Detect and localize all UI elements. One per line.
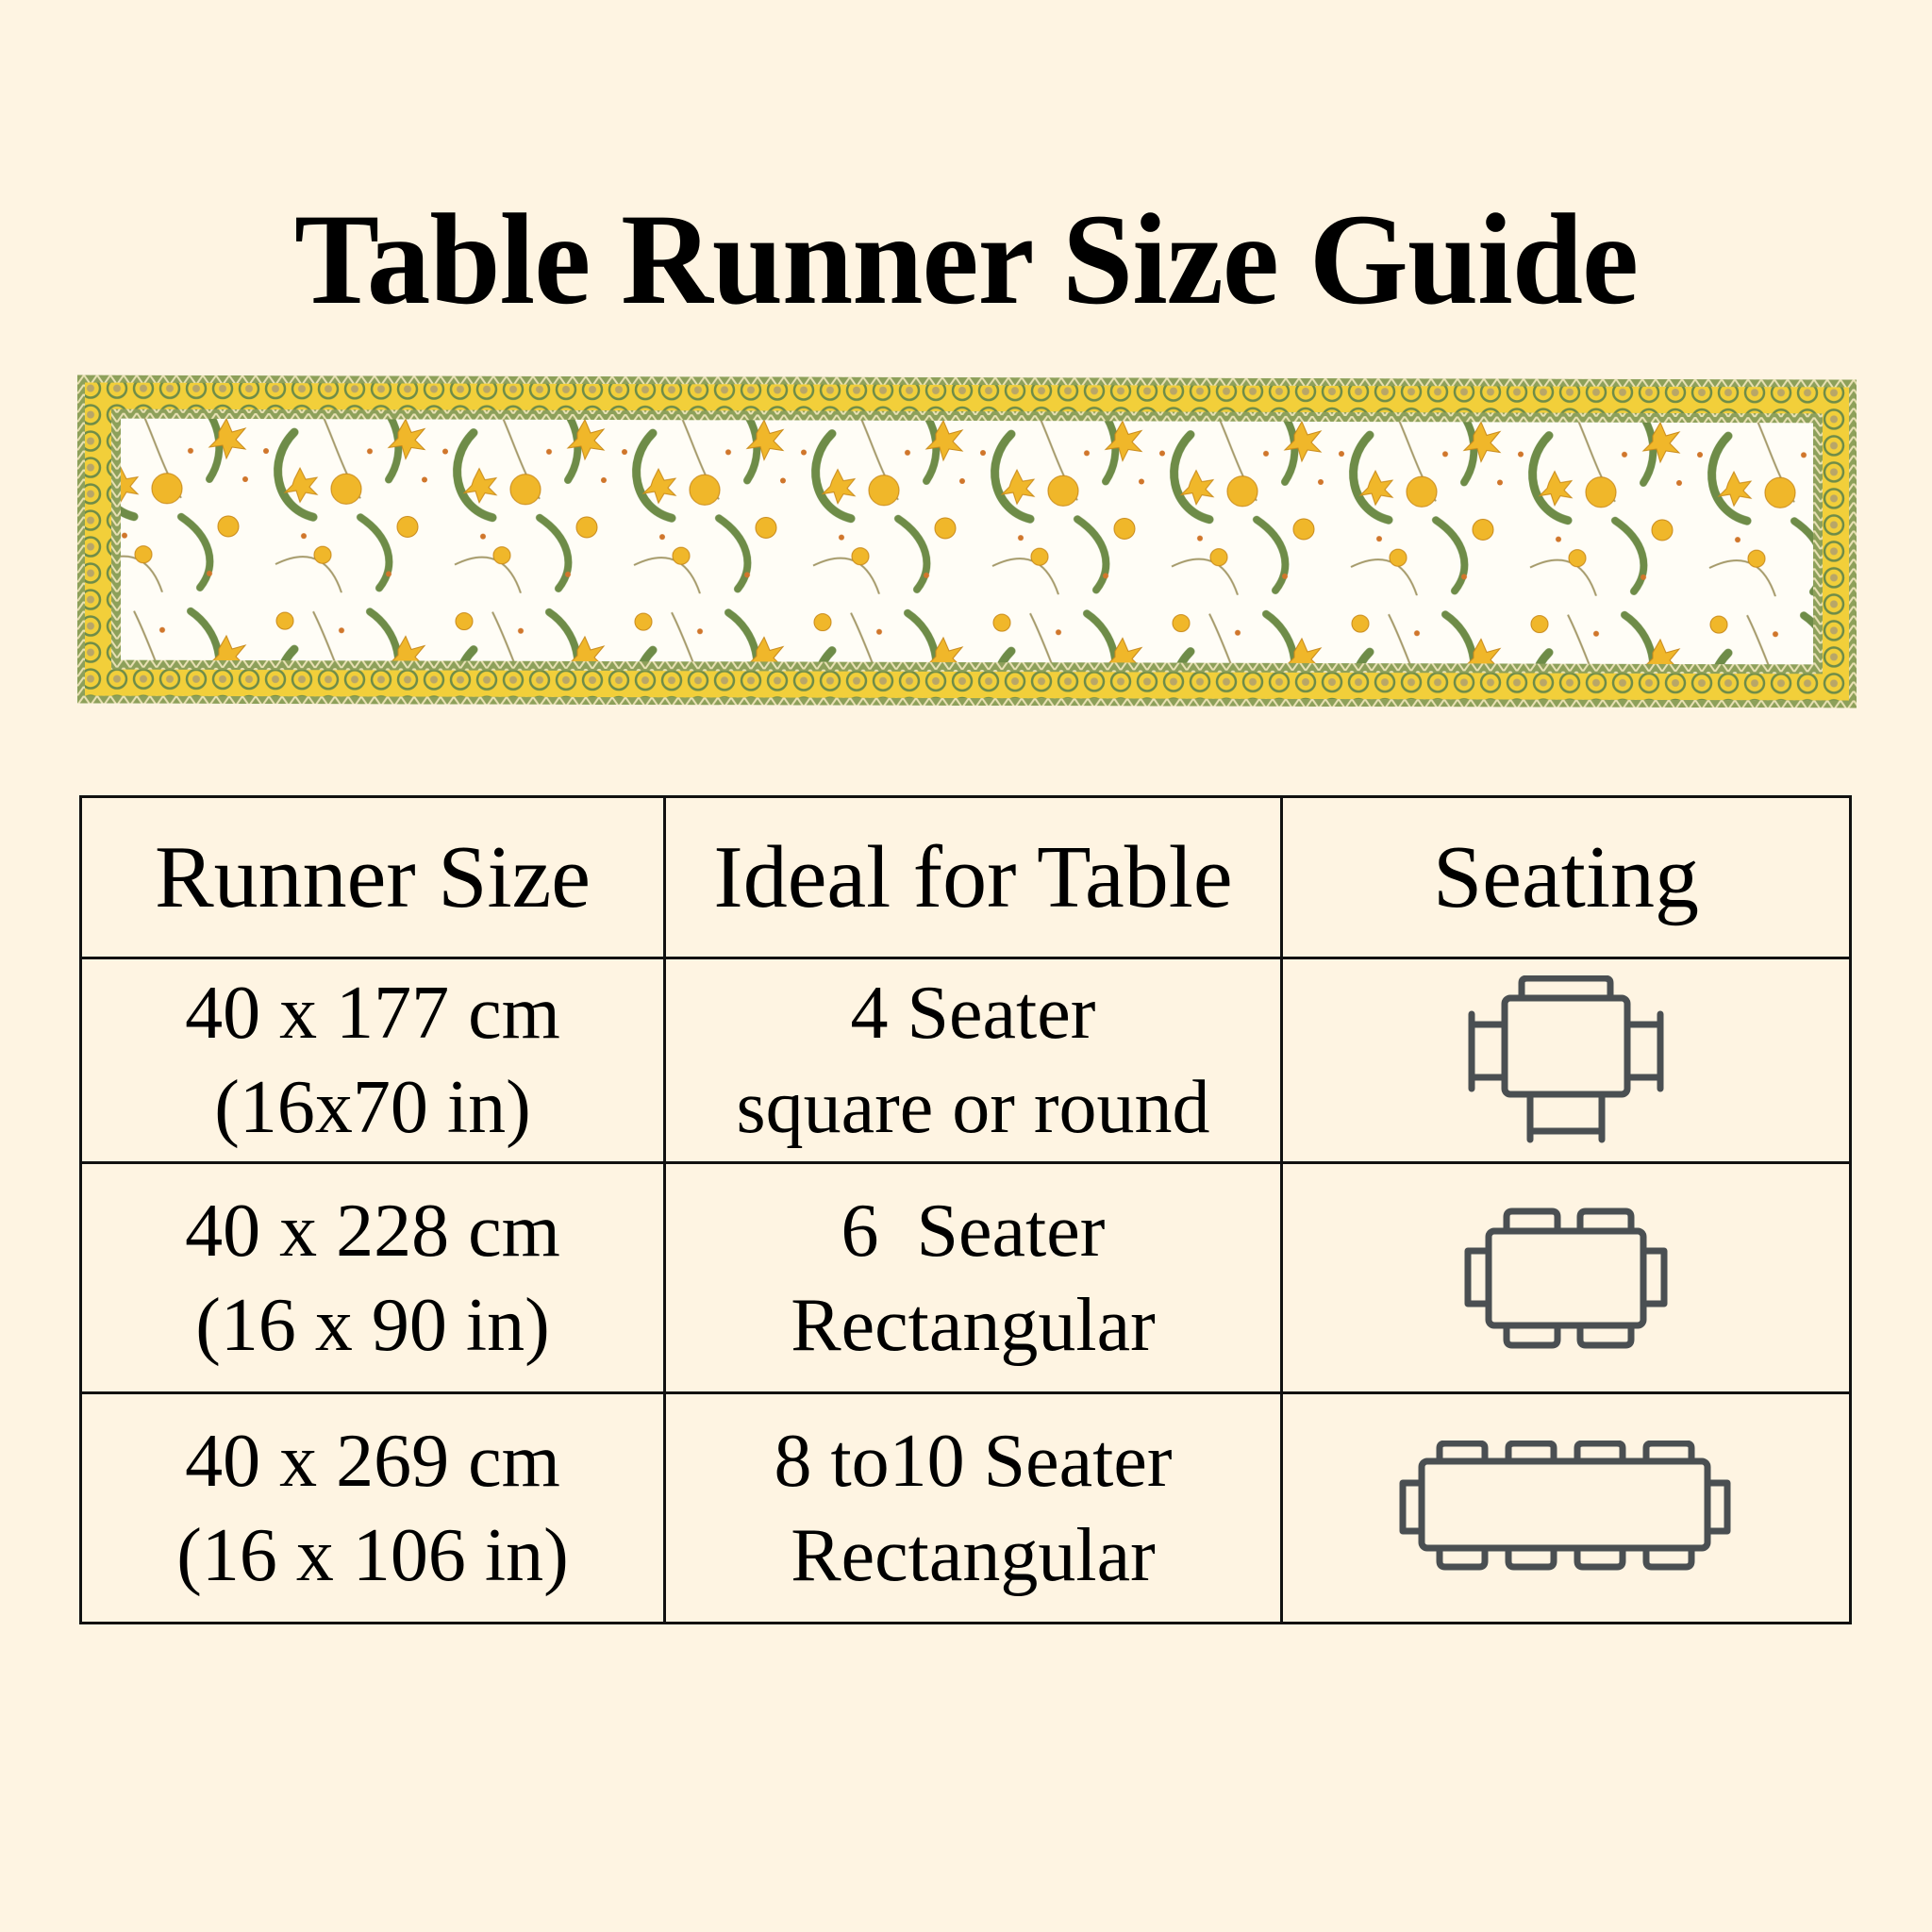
ideal-table-cell xyxy=(665,1393,1282,1624)
size-in: (16x70 in) xyxy=(214,1066,531,1149)
table-row xyxy=(81,1163,1851,1393)
ten-seat-table-icon xyxy=(1398,1441,1734,1576)
table-header-row xyxy=(81,797,1851,958)
size-cm: 40 x 269 cm xyxy=(185,1419,560,1503)
runner-size-cell xyxy=(81,1393,665,1624)
seating-cell xyxy=(1282,1163,1851,1393)
seating-cell xyxy=(1282,1393,1851,1624)
four-seat-table-icon xyxy=(1467,975,1665,1145)
six-seat-table-icon xyxy=(1462,1208,1670,1349)
header-runner-size: Runner Size xyxy=(81,797,665,958)
size-guide-table xyxy=(79,795,1852,1624)
header-seating: Seating xyxy=(1282,797,1851,958)
size-in: (16 x 106 in) xyxy=(176,1513,569,1597)
seater-count: 8 to10 Seater xyxy=(774,1419,1173,1503)
header-ideal-for-table: Ideal for Table xyxy=(665,797,1282,958)
table-shape: Rectangular xyxy=(791,1283,1156,1367)
runner-size-cell xyxy=(81,1163,665,1393)
size-cm: 40 x 177 cm xyxy=(185,972,560,1055)
size-in: (16 x 90 in) xyxy=(195,1283,550,1367)
floral-table-runner-image xyxy=(77,375,1857,708)
seater-count: 6 Seater xyxy=(841,1189,1106,1273)
seating-cell xyxy=(1282,958,1851,1163)
ideal-table-cell xyxy=(665,958,1282,1163)
table-row xyxy=(81,1393,1851,1624)
size-cm: 40 x 228 cm xyxy=(185,1189,560,1273)
runner-size-cell xyxy=(81,958,665,1163)
table-shape: Rectangular xyxy=(791,1513,1156,1597)
seater-count: 4 Seater xyxy=(850,972,1096,1055)
page-title: Table Runner Size Guide xyxy=(293,187,1639,331)
ideal-table-cell xyxy=(665,1163,1282,1393)
table-shape: square or round xyxy=(736,1066,1210,1149)
table-row xyxy=(81,958,1851,1163)
